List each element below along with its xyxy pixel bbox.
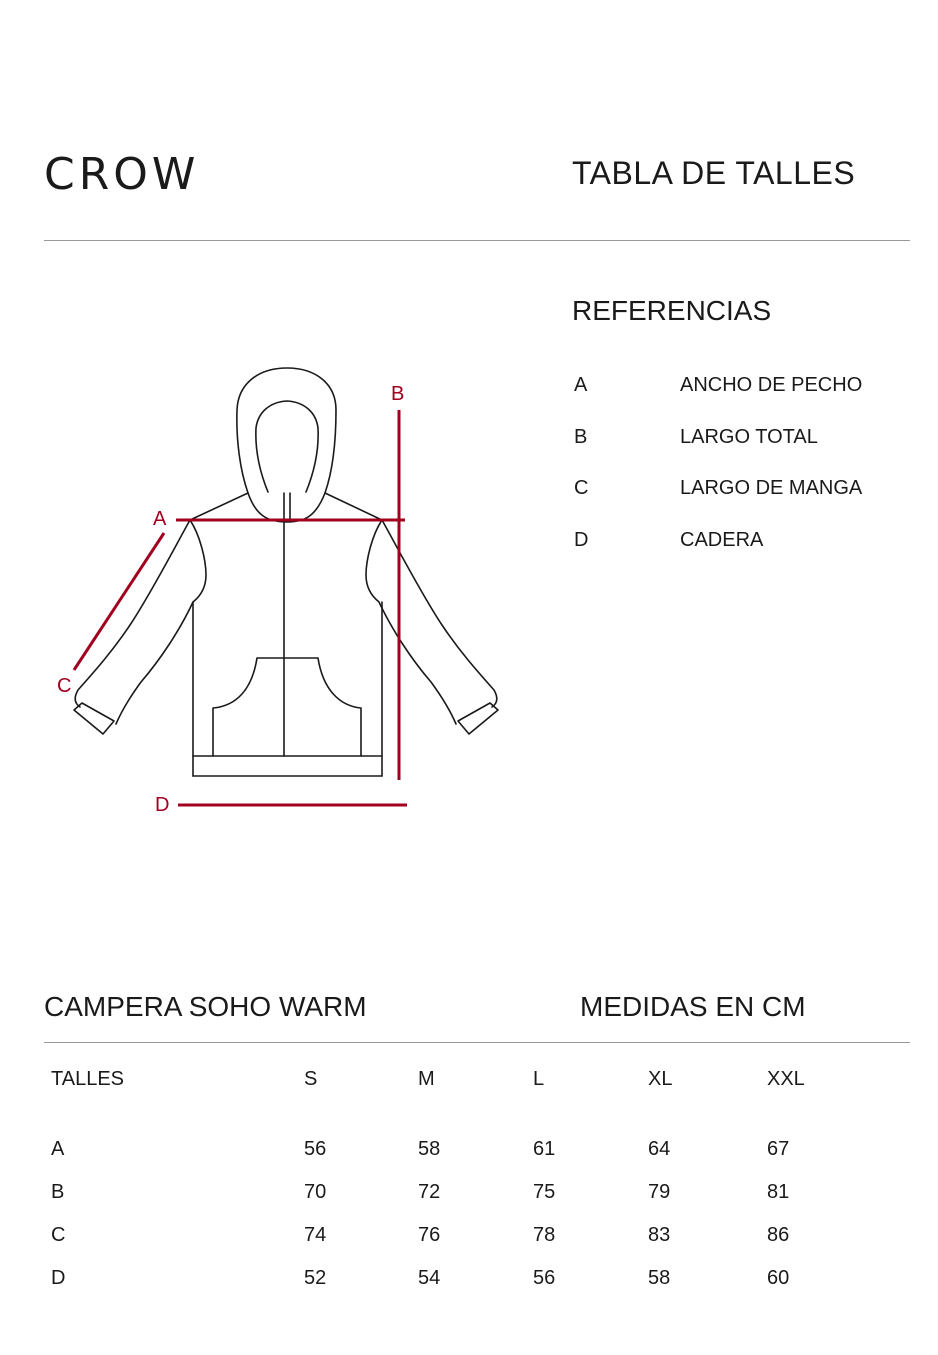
units-label: MEDIDAS EN CM xyxy=(580,991,806,1022)
reference-letter: B xyxy=(574,426,588,448)
table-cell: 64 xyxy=(648,1138,671,1160)
reference-letter: D xyxy=(574,529,589,551)
measure-label-d: D xyxy=(155,794,170,816)
row-ref: A xyxy=(51,1138,65,1160)
reference-letter: A xyxy=(574,374,588,396)
reference-item xyxy=(572,473,902,503)
table-cell: 60 xyxy=(767,1267,790,1289)
reference-name: ANCHO DE PECHO xyxy=(680,374,863,396)
table-cell: 58 xyxy=(648,1267,671,1289)
measure-line-c xyxy=(74,533,164,670)
table-cell: 81 xyxy=(767,1181,790,1203)
reference-item xyxy=(572,370,902,400)
header-size: M xyxy=(418,1068,435,1090)
table-cell: 83 xyxy=(648,1224,671,1246)
header-size: S xyxy=(304,1068,318,1090)
reference-name: CADERA xyxy=(680,529,764,551)
table-cell: 86 xyxy=(767,1224,790,1246)
header-size: XXL xyxy=(767,1068,805,1090)
product-name: CAMPERA SOHO WARM xyxy=(44,991,367,1022)
table-cell: 56 xyxy=(533,1267,556,1289)
references-title: REFERENCIAS xyxy=(572,295,772,326)
row-ref: C xyxy=(51,1224,66,1246)
reference-item xyxy=(572,422,902,452)
measure-label-c: C xyxy=(57,675,72,697)
page-title: TABLA DE TALLES xyxy=(572,155,856,191)
table-cell: 72 xyxy=(418,1181,441,1203)
row-ref: B xyxy=(51,1181,65,1203)
header-size: XL xyxy=(648,1068,673,1090)
table-cell: 76 xyxy=(418,1224,441,1246)
table-cell: 54 xyxy=(418,1267,441,1289)
header-size: L xyxy=(533,1068,545,1090)
measure-label-b: B xyxy=(391,383,405,405)
table-cell: 61 xyxy=(533,1138,556,1160)
table-cell: 56 xyxy=(304,1138,327,1160)
brand-logo: CROW xyxy=(44,149,200,200)
row-ref: D xyxy=(51,1267,66,1289)
measure-label-a: A xyxy=(153,508,167,530)
table-cell: 78 xyxy=(533,1224,556,1246)
reference-name: LARGO DE MANGA xyxy=(680,477,863,499)
table-divider xyxy=(44,1042,910,1043)
reference-letter: C xyxy=(574,477,589,499)
jacket-measurement-diagram xyxy=(0,0,560,860)
table-cell: 79 xyxy=(648,1181,671,1203)
table-cell: 75 xyxy=(533,1181,556,1203)
table-cell: 58 xyxy=(418,1138,441,1160)
table-cell: 67 xyxy=(767,1138,790,1160)
table-cell: 74 xyxy=(304,1224,327,1246)
table-cell: 52 xyxy=(304,1267,327,1289)
table-cell: 70 xyxy=(304,1181,327,1203)
reference-item xyxy=(572,525,902,555)
header-talles: TALLES xyxy=(51,1068,124,1090)
reference-name: LARGO TOTAL xyxy=(680,426,818,448)
